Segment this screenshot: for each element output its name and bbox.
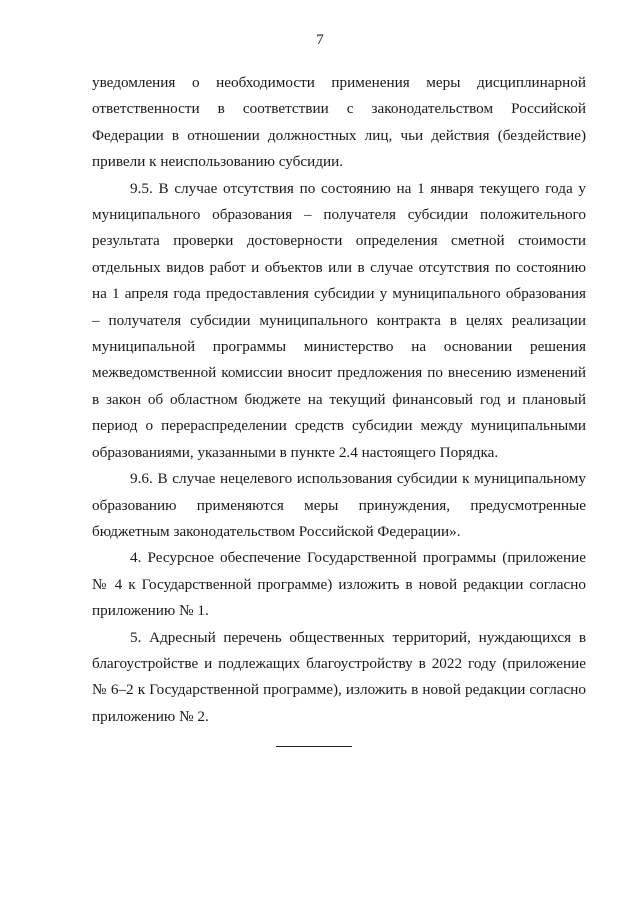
paragraph-9-5: 9.5. В случае отсутствия по состоянию на 1 января текущего года у муниципального образования – получателя субсидии положительного результата проверки достоверности определения сметной стоимости отдельных видов работ и объектов или в случае отсутствия по состоянию на 1 апреля года предоставления субсидии у муниципального образования – получателя субсидии муниципального контракта в целях реализации муниципальной программы министерство на основании решения межведомственной комиссии вносит предложения по внесению изменений в закон об областном бюджете на текущий финансовый год и плановый период о перераспределении средств субсидии между муниципальными образованиями, указанными в пункте 2.4 настоящего Порядка. [92,179,586,461]
end-separator-line [276,746,352,747]
document-body [92,70,586,730]
paragraph-continuation: уведомления о необходимости применения меры дисциплинарной ответственности в соответствии с законодательством Российской Федерации в отношении должностных лиц, чьи действия (бездействие) привели к неиспользованию субсидии. [92,74,586,171]
page-number: 7 [316,32,324,48]
paragraph-9-6: 9.6. В случае нецелевого использования субсидии к муниципальному образованию применяются меры принуждения, предусмотренные бюджетным законодательством Российской Федерации». [92,470,586,540]
paragraph-item-5: 5. Адресный перечень общественных территорий, нуждающихся в благоустройстве и подлежащих благоустройству в 2022 году (приложение № 6–2 к Государственной программе), изложить в новой редакции согласно приложению № 2. [92,628,586,725]
paragraph-item-4: 4. Ресурсное обеспечение Государственной программы (приложение № 4 к Государственной программе) изложить в новой редакции согласно приложению № 1. [92,549,586,620]
